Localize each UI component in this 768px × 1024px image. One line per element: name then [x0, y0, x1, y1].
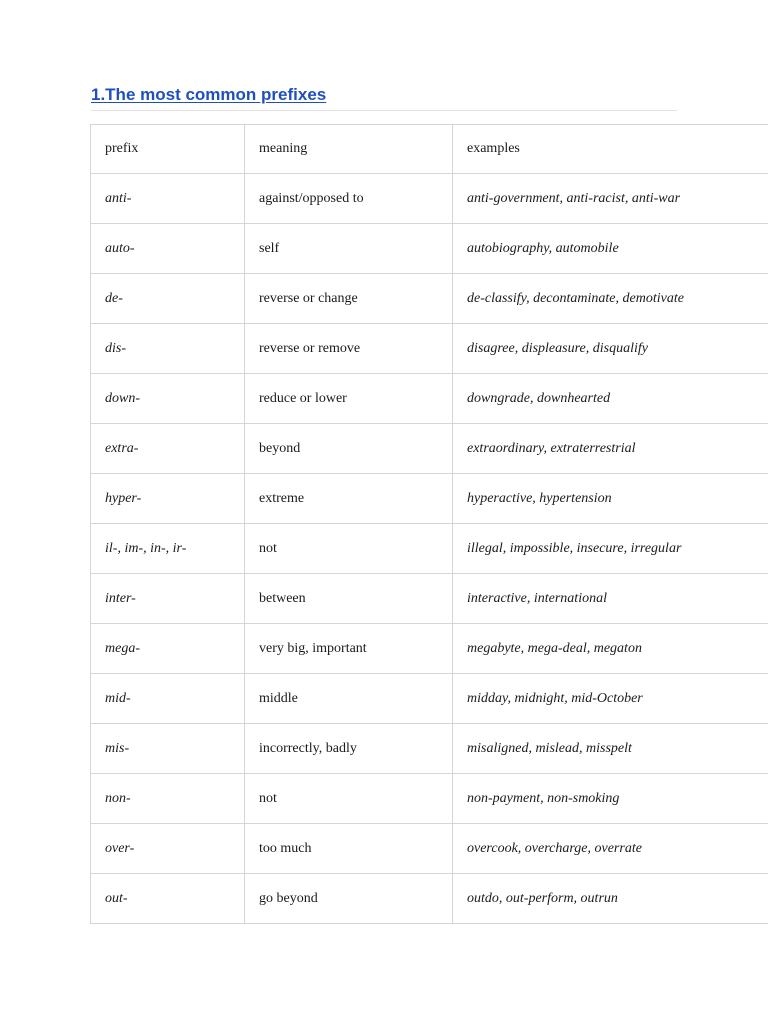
cell-meaning: reverse or change: [245, 274, 453, 324]
cell-examples: anti-government, anti-racist, anti-war: [453, 174, 768, 224]
table-header-row: [91, 125, 768, 174]
cell-meaning: middle: [245, 674, 453, 724]
table-row: [91, 224, 768, 274]
section-heading: 1.The most common prefixes: [91, 85, 327, 104]
cell-prefix: down-: [91, 374, 245, 424]
cell-prefix: over-: [91, 824, 245, 874]
table-row: [91, 624, 768, 674]
cell-meaning: between: [245, 574, 453, 624]
cell-examples: outdo, out-perform, outrun: [453, 874, 768, 924]
table-row: [91, 424, 768, 474]
cell-meaning: against/opposed to: [245, 174, 453, 224]
cell-prefix: mis-: [91, 724, 245, 774]
cell-meaning: too much: [245, 824, 453, 874]
cell-examples: illegal, impossible, insecure, irregular: [453, 524, 768, 574]
cell-examples: interactive, international: [453, 574, 768, 624]
cell-prefix: inter-: [91, 574, 245, 624]
table-row: [91, 674, 768, 724]
table-row: [91, 724, 768, 774]
cell-meaning: very big, important: [245, 624, 453, 674]
cell-examples: hyperactive, hypertension: [453, 474, 768, 524]
cell-examples: de-classify, decontaminate, demotivate: [453, 274, 768, 324]
header-examples: examples: [453, 125, 768, 174]
table-row: [91, 324, 768, 374]
cell-examples: non-payment, non-smoking: [453, 774, 768, 824]
cell-prefix: mid-: [91, 674, 245, 724]
cell-prefix: de-: [91, 274, 245, 324]
cell-examples: downgrade, downhearted: [453, 374, 768, 424]
cell-meaning: not: [245, 524, 453, 574]
cell-prefix: extra-: [91, 424, 245, 474]
table-row: [91, 574, 768, 624]
cell-examples: disagree, displeasure, disqualify: [453, 324, 768, 374]
cell-examples: autobiography, automobile: [453, 224, 768, 274]
cell-examples: overcook, overcharge, overrate: [453, 824, 768, 874]
table-row: [91, 174, 768, 224]
table-row: [91, 524, 768, 574]
cell-meaning: self: [245, 224, 453, 274]
cell-prefix: auto-: [91, 224, 245, 274]
cell-meaning: reverse or remove: [245, 324, 453, 374]
cell-examples: misaligned, mislead, misspelt: [453, 724, 768, 774]
table-row: [91, 274, 768, 324]
cell-meaning: beyond: [245, 424, 453, 474]
cell-prefix: out-: [91, 874, 245, 924]
cell-examples: megabyte, mega-deal, megaton: [453, 624, 768, 674]
cell-prefix: mega-: [91, 624, 245, 674]
cell-meaning: go beyond: [245, 874, 453, 924]
table-row: [91, 374, 768, 424]
prefix-table: [90, 124, 768, 924]
table-row: [91, 774, 768, 824]
header-meaning: meaning: [245, 125, 453, 174]
cell-prefix: dis-: [91, 324, 245, 374]
cell-examples: extraordinary, extraterrestrial: [453, 424, 768, 474]
cell-meaning: extreme: [245, 474, 453, 524]
table-row: [91, 874, 768, 924]
cell-prefix: anti-: [91, 174, 245, 224]
cell-meaning: incorrectly, badly: [245, 724, 453, 774]
header-prefix: prefix: [91, 125, 245, 174]
cell-prefix: non-: [91, 774, 245, 824]
table-row: [91, 474, 768, 524]
cell-meaning: reduce or lower: [245, 374, 453, 424]
cell-meaning: not: [245, 774, 453, 824]
heading-divider: [91, 110, 677, 111]
cell-prefix: hyper-: [91, 474, 245, 524]
cell-prefix: il-, im-, in-, ir-: [91, 524, 245, 574]
cell-examples: midday, midnight, mid-October: [453, 674, 768, 724]
table-row: [91, 824, 768, 874]
